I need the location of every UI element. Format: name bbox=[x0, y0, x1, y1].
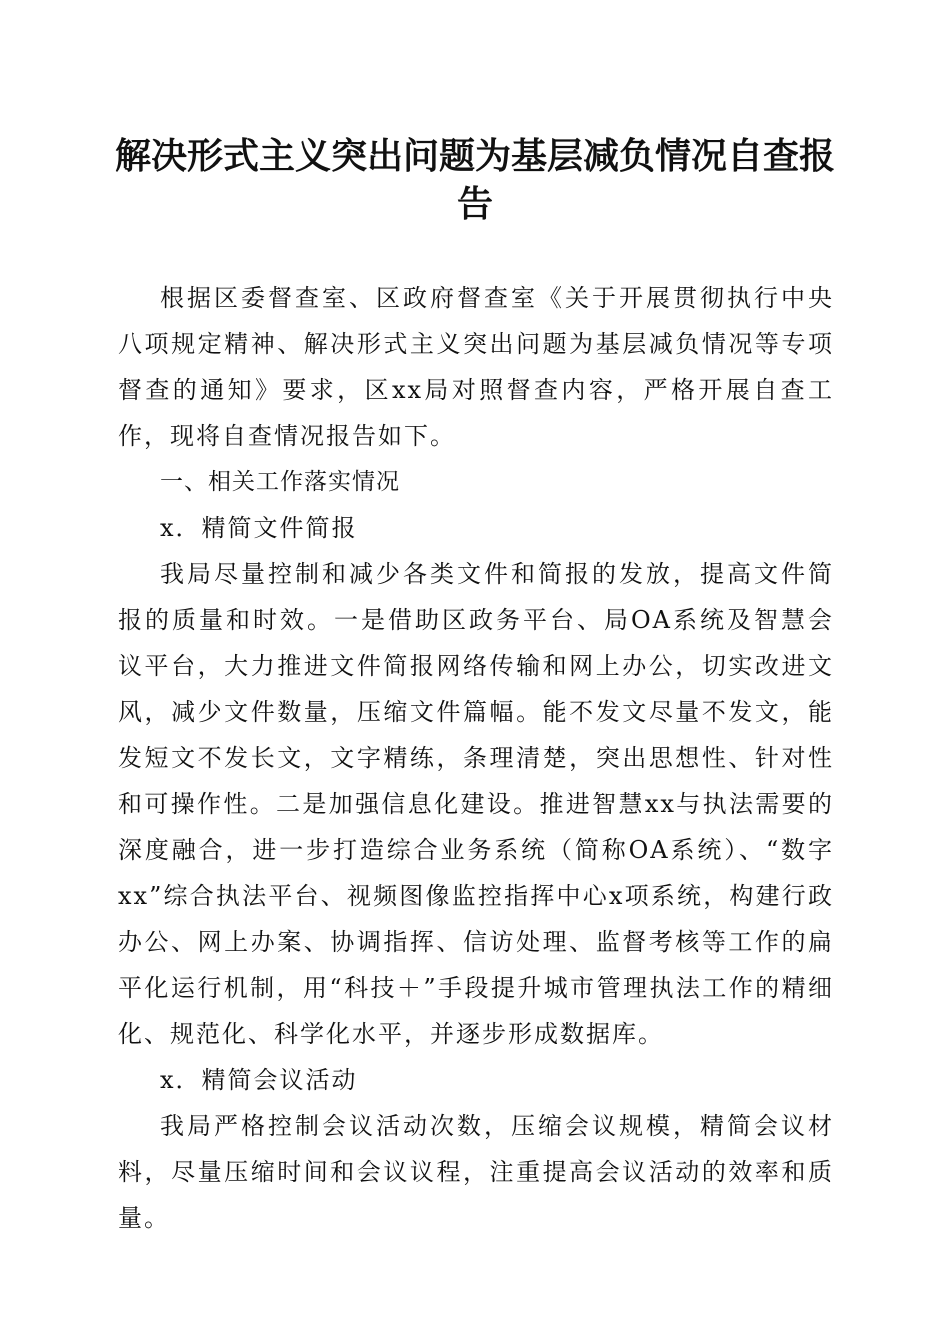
subsection-1-paragraph: 我局尽量控制和减少各类文件和简报的发放，提高文件简报的质量和时效。一是借助区政务平台、局OA系统及智慧会议平台，大力推进文件简报网络传输和网上办公，切实改进文风，减少文件数量，压缩文件篇幅。能不发文尽量不发文，能发短文不发长文，文字精练，条理清楚，突出思想性、针对性和可操作性。二是加强信息化建设。推进智慧xx与执法需要的深度融合，进一步打造综合业务系统（简称OA系统）、“数字xx”综合执法平台、视频图像监控指挥中心x项系统，构建行政办公、网上办案、协调指挥、信访处理、监督考核等工作的扁平化运行机制，用“科技＋”手段提升城市管理执法工作的精细化、规范化、科学化水平，并逐步形成数据库。 bbox=[118, 560, 834, 1048]
subsection-2-heading: x．精简会议活动 bbox=[160, 1066, 358, 1094]
subsection-2-paragraph: 我局严格控制会议活动次数，压缩会议规模，精简会议材料，尽量压缩时间和会议议程，注重提高会议活动的效率和质量。 bbox=[118, 1112, 834, 1232]
intro-paragraph: 根据区委督查室、区政府督查室《关于开展贯彻执行中央八项规定精神、解决形式主义突出问题为基层减负情况等专项督查的通知》要求，区xx局对照督查内容，严格开展自查工作，现将自查情况报告如下。 bbox=[118, 284, 834, 450]
subsection-1-heading: x．精简文件简报 bbox=[160, 514, 358, 542]
section-1-heading: 一、相关工作落实情况 bbox=[160, 469, 400, 495]
document-title: 解决形式主义突出问题为基层减负情况自查报告 bbox=[114, 135, 835, 225]
document-body bbox=[118, 275, 834, 1241]
